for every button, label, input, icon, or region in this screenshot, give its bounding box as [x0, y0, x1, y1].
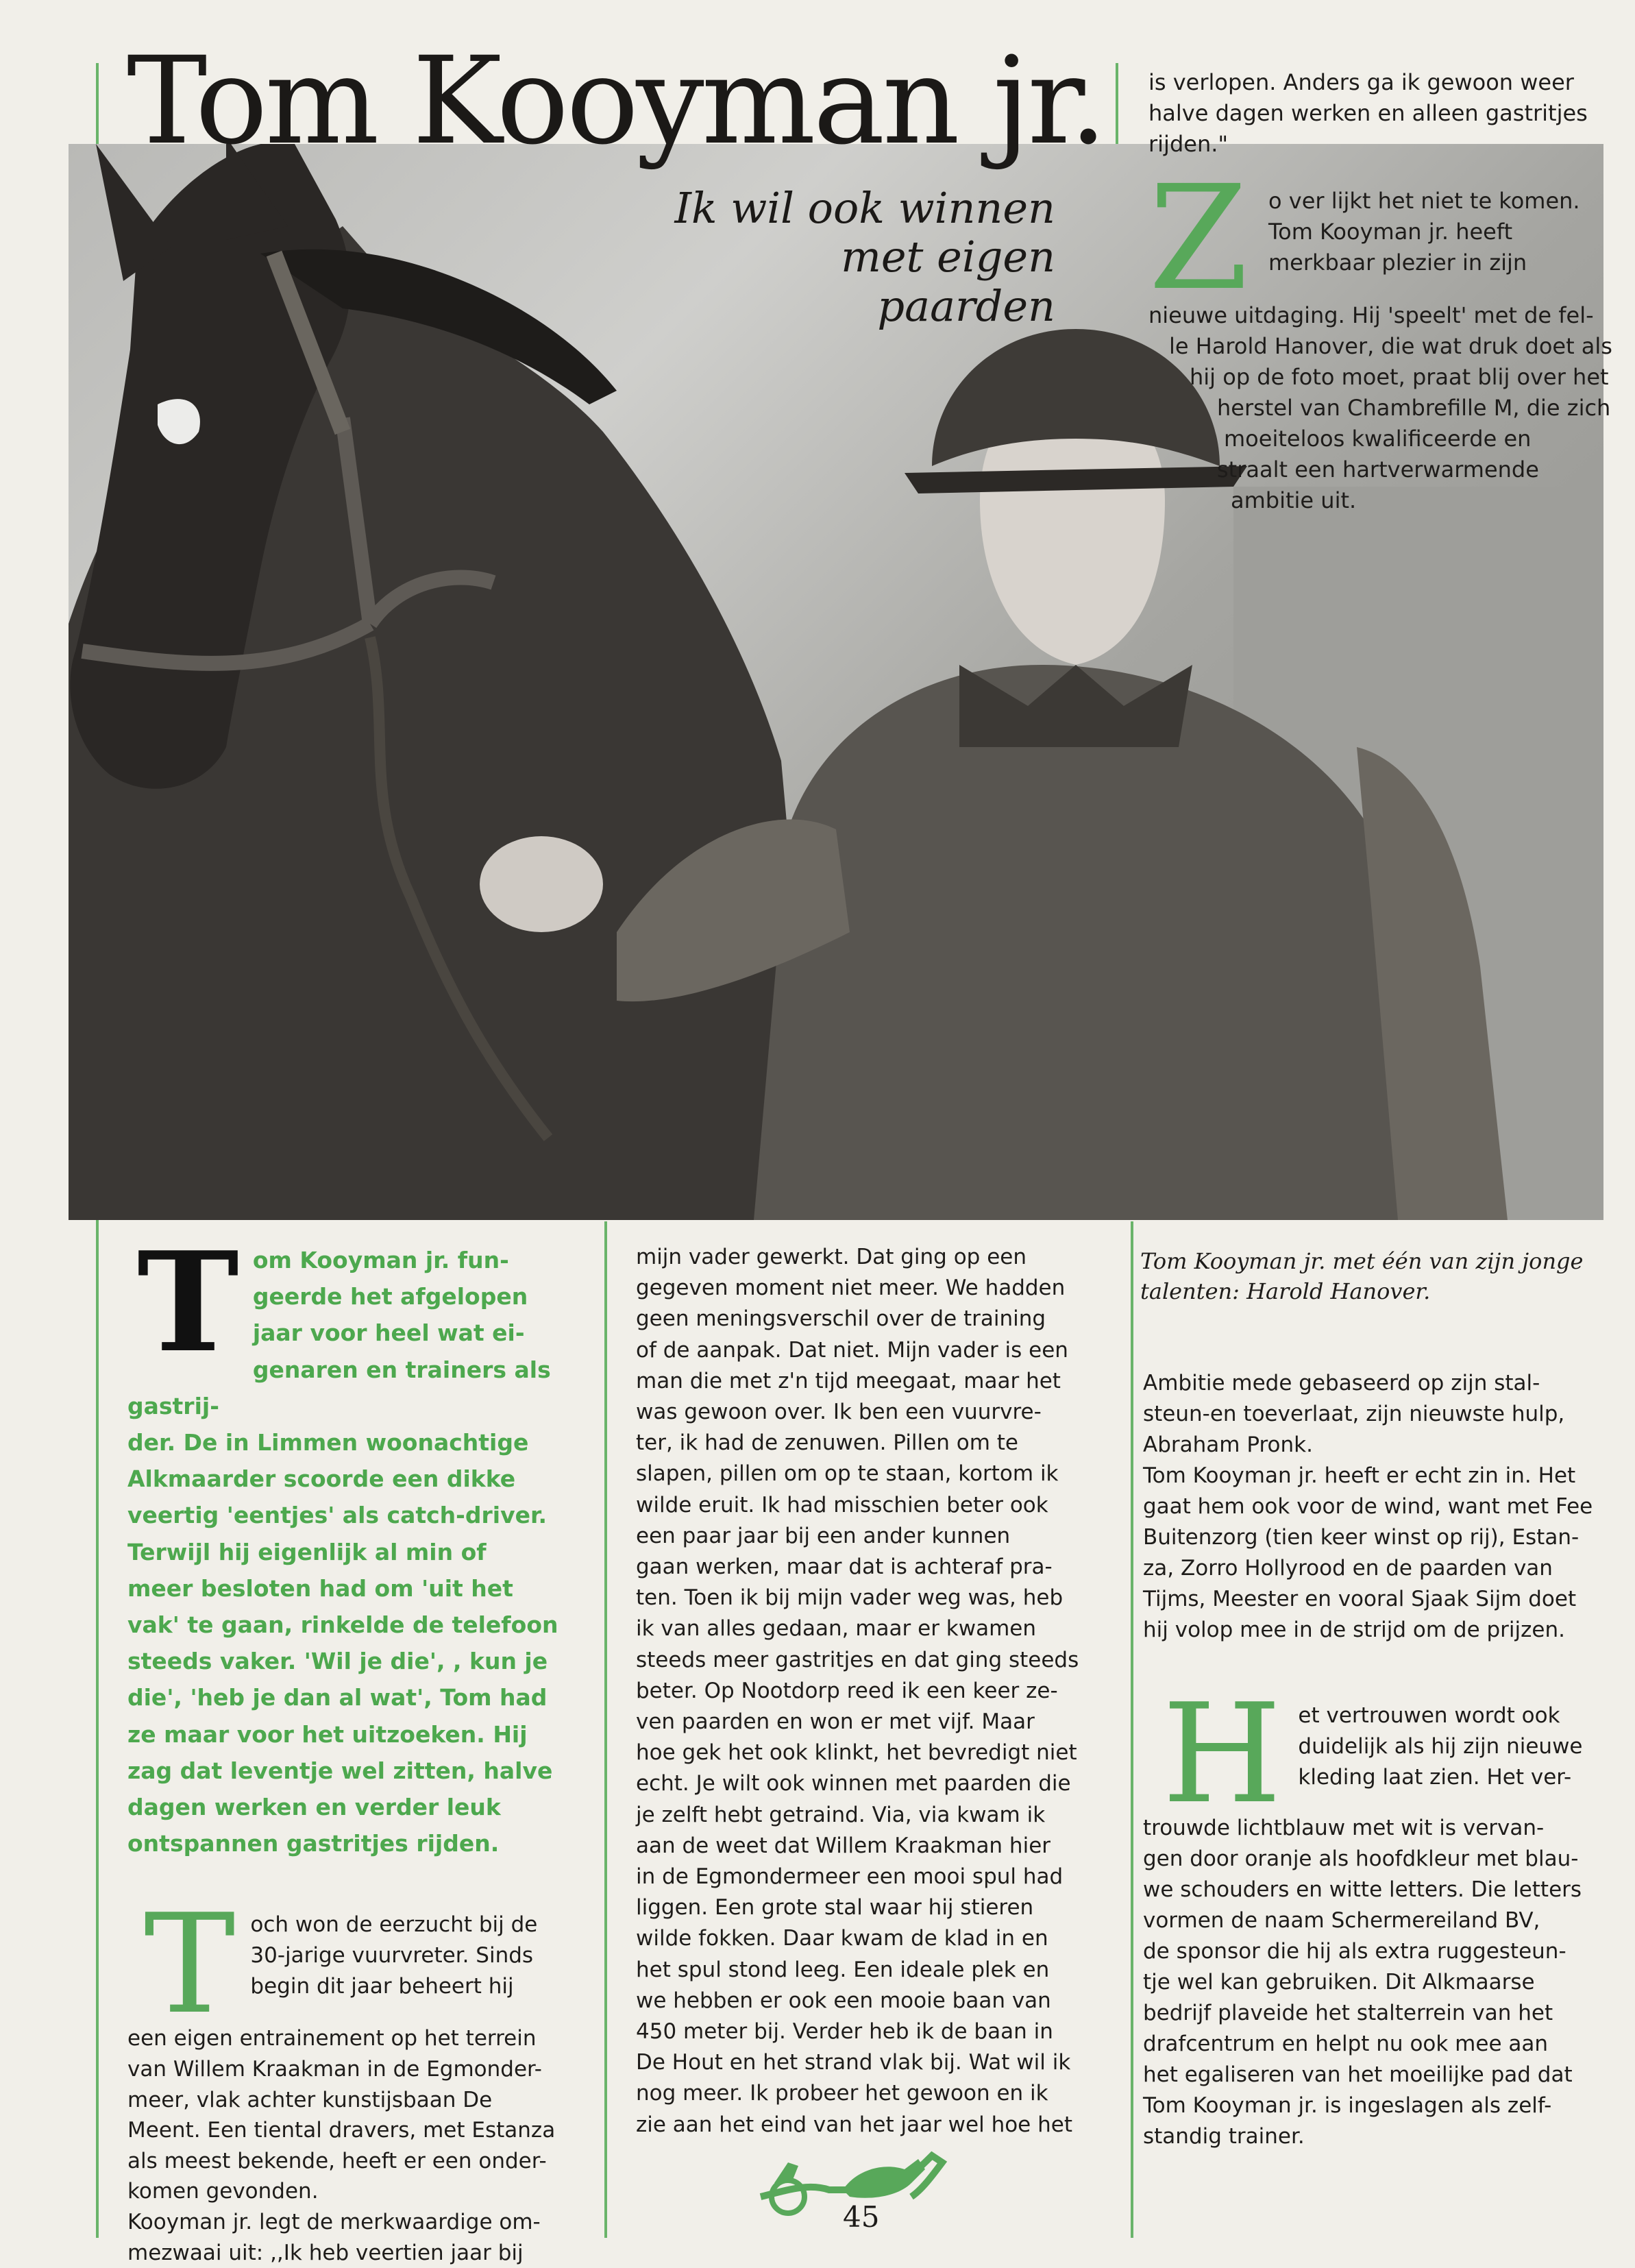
text-line: mezwaai uit: ,,Ik heb veertien jaar bij	[127, 2240, 524, 2265]
text-line: le Harold Hanover, die wat druk doet als	[1169, 332, 1612, 359]
text-line: ambitie uit.	[1231, 487, 1357, 513]
text-line: meer besloten had om 'uit het	[127, 1574, 513, 1602]
man-hand	[480, 836, 603, 932]
text-line: zie aan het eind van het jaar wel hoe het	[636, 2112, 1072, 2137]
text-line: was gewoon over. Ik ben een vuurvre-	[636, 1400, 1042, 1425]
text-line: liggen. Een grote stal waar hij stieren	[636, 1895, 1034, 1921]
text-line: vormen de naam Schermereiland BV,	[1143, 1908, 1540, 1933]
text-line: straalt een hartverwarmende	[1217, 456, 1539, 483]
text-line: gegeven moment niet meer. We hadden	[636, 1276, 1066, 1301]
text-line: Tom Kooyman jr. heeft	[1268, 219, 1513, 245]
text-line: genaren en trainers als gastrij-	[127, 1356, 551, 1419]
text-line: gen door oranje als hoofdkleur met blau-	[1143, 1846, 1579, 1871]
lead-paragraph	[127, 1222, 573, 1862]
text-line: 30-jarige vuurvreter. Sinds	[250, 1943, 534, 1968]
text-line: steeds meer gastritjes en dat ging steeds	[636, 1647, 1079, 1672]
text-line: drafcentrum en helpt nu ook mee aan	[1143, 2032, 1549, 2056]
text-line: trouwde lichtblauw met wit is vervan-	[1143, 1816, 1545, 1840]
text-line: et vertrouwen wordt ook	[1298, 1703, 1560, 1728]
text-line: Buitenzorg (tien keer winst op rij), Estan-	[1143, 1525, 1579, 1550]
text-line: is verlopen. Anders ga ik gewoon weer	[1148, 69, 1574, 95]
caption-line: talenten: Harold Hanover.	[1140, 1278, 1431, 1304]
text-line: of de aanpak. Dat niet. Mijn vader is een	[636, 1337, 1068, 1363]
column-rule-mid-right	[1131, 1221, 1133, 2238]
body-drop-cap: T	[144, 1885, 236, 2045]
text-line: we hebben er ook een mooie baan van	[636, 1988, 1051, 2013]
text-line: om Kooyman jr. fun-	[252, 1247, 509, 1273]
subtitle-line: Ik wil ook winnen	[674, 183, 1055, 233]
text-line: echt. Je wilt ook winnen met paarden die	[636, 1771, 1071, 1796]
text-line: Tom Kooyman jr. heeft er echt zin in. Het	[1143, 1463, 1576, 1488]
text-line: nieuwe uitdaging. Hij 'speelt' met de fel-	[1148, 302, 1594, 328]
text-line: Tom Kooyman jr. is ingeslagen als zelf-	[1143, 2093, 1552, 2118]
text-line: za, Zorro Hollyrood en de paarden van	[1143, 1556, 1553, 1581]
text-line: mijn vader gewerkt. Dat ging op een	[636, 1245, 1027, 1269]
text-line: het spul stond leeg. Een ideale plek en	[636, 1957, 1050, 1982]
text-line: van Willem Kraakman in de Egmonder-	[127, 2057, 542, 2082]
text-line: moeiteloos kwalificeerde en	[1224, 425, 1532, 452]
text-line: halve dagen werken en alleen gastritjes	[1148, 100, 1588, 126]
text-line: hij volop mee in de strijd om de prijzen.	[1143, 1618, 1565, 1642]
text-line: dagen werken en verder leuk	[127, 1794, 501, 1821]
text-line: ter, ik had de zenuwen. Pillen om te	[636, 1430, 1018, 1456]
text-line: als meest bekende, heeft er een onder-	[127, 2148, 547, 2173]
text-line: geerde het afgelopen	[252, 1283, 528, 1310]
text-line: gaan werken, maar dat is achteraf pra-	[636, 1554, 1053, 1580]
text-line: ten. Toen ik bij mijn vader weg was, heb	[636, 1585, 1064, 1611]
text-line: geen meningsverschil over de training	[636, 1306, 1046, 1332]
text-line: 450 meter bij. Verder heb ik de baan in	[636, 2019, 1053, 2045]
text-line: jaar voor heel wat ei-	[252, 1319, 525, 1347]
top-right-column	[1148, 67, 1614, 516]
subtitle-line: paarden	[877, 280, 1055, 331]
text-line: Tijms, Meester en vooral Sjaak Sijm doet	[1143, 1587, 1577, 1611]
text-line: vak' te gaan, rinkelde de telefoon	[127, 1611, 558, 1639]
text-line: kleding laat zien. Het ver-	[1298, 1765, 1572, 1790]
text-line: Ambitie mede gebaseerd op zijn stal-	[1143, 1371, 1540, 1395]
text-line: Alkmaarder scoorde een dikke	[127, 1465, 516, 1493]
text-line: nog meer. Ik probeer het gewoon en ik	[636, 2081, 1048, 2106]
text-line: veertig 'eentjes' als catch-driver.	[127, 1502, 548, 1529]
text-line: Meent. Een tiental dravers, met Estanza	[127, 2118, 556, 2143]
text-line: De Hout en het strand vlak bij. Wat wil ik	[636, 2050, 1071, 2075]
text-line: komen gevonden.	[127, 2179, 319, 2204]
text-line: Terwijl hij eigenlijk al min of	[127, 1538, 487, 1565]
text-line: steun-en toeverlaat, zijn nieuwste hulp,	[1143, 1402, 1565, 1426]
text-line: die', 'heb je dan al wat', Tom had	[127, 1684, 548, 1711]
text-line: beter. Op Nootdorp reed ik een keer ze-	[636, 1678, 1058, 1703]
text-line: in de Egmondermeer een mooi spul had	[636, 1864, 1064, 1890]
text-line: rijden."	[1148, 131, 1229, 157]
column-1	[127, 1222, 573, 2268]
text-line: je zelft hebt getraind. Via, via kwam ik	[636, 1802, 1046, 1827]
text-line: aan de weet dat Willem Kraakman hier	[636, 1833, 1051, 1858]
text-line: begin dit jaar beheert hij	[250, 1973, 514, 1999]
text-line: wilde fokken. Daar kwam de klad in en	[636, 1926, 1048, 1951]
text-line: het egaliseren van het moeilijke pad dat	[1143, 2062, 1573, 2087]
photo-caption	[1140, 1246, 1613, 1306]
text-line: standig trainer.	[1143, 2124, 1305, 2149]
text-line: ze maar voor het uitzoeken. Hij	[127, 1720, 528, 1748]
text-line: duidelijk als hij zijn nieuwe	[1298, 1734, 1583, 1759]
column-3	[1143, 1368, 1616, 2152]
article-title: Tom Kooyman jr.	[127, 31, 1105, 171]
text-line: de sponsor die hij als extra ruggesteun-	[1143, 1939, 1566, 1964]
column-2	[636, 1242, 1109, 2141]
text-line: we schouders en witte letters. Die letters	[1143, 1877, 1582, 1902]
page-number: 45	[843, 2200, 880, 2234]
text-line: wilde eruit. Ik had misschien beter ook	[636, 1492, 1048, 1517]
drop-cap: H	[1162, 1674, 1282, 1834]
text-line: bedrijf plaveide het stalterrein van het	[1143, 2001, 1553, 2025]
text-line: meer, vlak achter kunstijsbaan De	[127, 2087, 493, 2112]
lead-drop-cap: T	[137, 1222, 239, 1383]
subtitle-line: met eigen	[841, 232, 1055, 282]
text-line: Abraham Pronk.	[1143, 1432, 1313, 1457]
text-line: ontspannen gastritjes rijden.	[127, 1830, 500, 1857]
text-line: ven paarden en won er met vijf. Maar	[636, 1709, 1035, 1735]
text-line: der. De in Limmen woonachtige	[127, 1429, 529, 1456]
text-line: zag dat leventje wel zitten, halve	[127, 1757, 553, 1784]
text-line: steeds vaker. 'Wil je die', , kun je	[127, 1648, 548, 1675]
text-line: merkbaar plezier in zijn	[1268, 249, 1527, 276]
text-line: slapen, pillen om op te staan, kortom ik	[636, 1461, 1059, 1487]
text-line: een eigen entrainement op het terrein	[127, 2026, 537, 2051]
text-line: och won de eerzucht bij de	[250, 1912, 538, 1938]
text-line: o ver lijkt het niet te komen.	[1268, 188, 1580, 214]
text-line: gaat hem ook voor de wind, want met Fee	[1143, 1494, 1593, 1519]
drop-cap: Z	[1148, 154, 1249, 322]
text-line: hoe gek het ook klinkt, het bevredigt niet	[636, 1740, 1077, 1766]
article-subtitle	[617, 184, 1055, 330]
column-rule-mid-left	[604, 1221, 607, 2238]
text-line: tje wel kan gebruiken. Dit Alkmaarse	[1143, 1970, 1535, 1995]
text-line: hij op de foto moet, praat blij over het	[1190, 363, 1609, 390]
text-line: Kooyman jr. legt de merkwaardige om-	[127, 2210, 541, 2235]
text-line: man die met z'n tijd meegaat, maar het	[636, 1368, 1061, 1393]
text-line: herstel van Chambrefille M, die zich	[1217, 394, 1611, 421]
text-line: ik van alles gedaan, maar er kwamen	[636, 1616, 1037, 1642]
body-paragraph	[127, 1885, 573, 2268]
caption-line: Tom Kooyman jr. met één van zijn jonge	[1140, 1248, 1584, 1274]
text-line: een paar jaar bij een ander kunnen	[636, 1523, 1011, 1548]
